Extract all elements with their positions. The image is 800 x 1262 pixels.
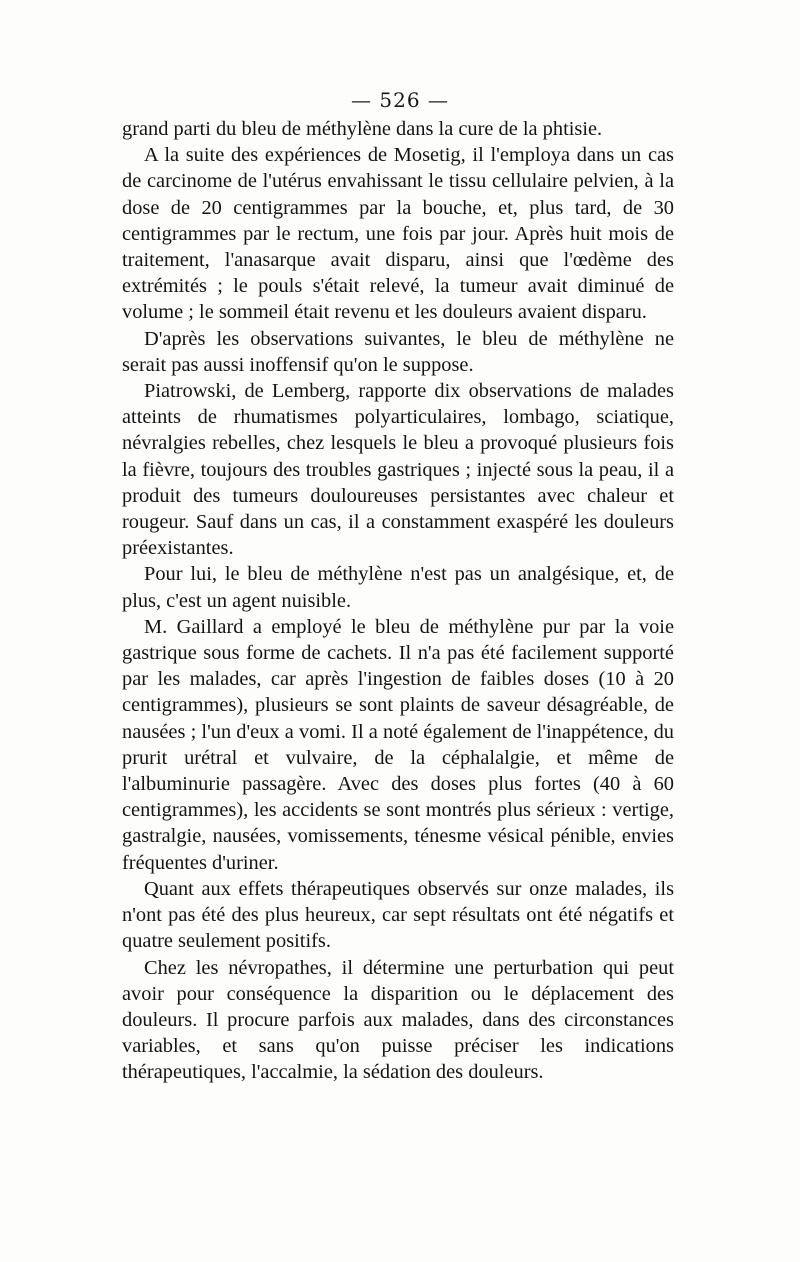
paragraph-piatrowski: Piatrowski, de Lemberg, rapporte dix observations de malades atteints de rhumatismes polyarticulaires, lombago, sciatique, névralgies rebelles, chez lesquels le bleu a provoqué plusieurs fois la fièvre, toujours des troubles gastriques ; injecté sous la peau, il a produit des tumeurs douloureuses persistantes avec chaleur et rougeur. Sauf dans un cas, il a constamment exaspéré les douleurs préexistantes. — [122, 380, 674, 560]
body-text — [122, 116, 674, 1086]
paragraph-observations: D'après les observations suivantes, le bleu de méthylène ne serait pas aussi inoffensif qu'on le suppose. — [122, 327, 674, 376]
paragraph-continuation: grand parti du bleu de méthylène dans la cure de la phtisie. — [122, 118, 603, 140]
page-number: — 526 — — [351, 88, 449, 112]
paragraph-nevropathes: Chez les névropathes, il détermine une perturbation qui peut avoir pour conséquence la disparition ou le déplacement des douleurs. Il procure parfois aux malades, dans des circonstances variables, et sans qu'on puisse préciser les indications thérapeutiques, l'accalmie, la sédation des douleurs. — [122, 956, 674, 1084]
paragraph-gaillard: M. Gaillard a employé le bleu de méthylène pur par la voie gastrique sous forme de cachets. Il n'a pas été facilement supporté par les malades, car après l'ingestion de faibles doses (10 à 20 centigrammes), plusieurs se sont plaints de saveur désagréable, de nausées ; l'un d'eux a vomi. Il a noté également de l'inappétence, du prurit urétral et vulvaire, de la céphalalgie, et même de l'albuminurie passagère. Avec des doses plus fortes (40 à 60 centigrammes), les accidents se sont montrés plus sérieux : vertige, gastralgie, nausées, vomissements, ténesme vésical pénible, envies fréquentes d'uriner. — [122, 615, 674, 874]
paragraph-mosetig: A la suite des expériences de Mosetig, il l'employa dans un cas de carcinome de l'utérus envahissant le tissu cellulaire pelvien, à la dose de 20 centigrammes par la bouche, et, plus tard, de 30 centigrammes par le rectum, une fois par jour. Après huit mois de traitement, l'anasarque avait disparu, ainsi que l'œdème des extrémités ; le pouls s'était relevé, la tumeur avait diminué de volume ; le sommeil était revenu et les douleurs avaient disparu. — [122, 144, 674, 324]
paragraph-effets: Quant aux effets thérapeutiques observés sur onze malades, ils n'ont pas été des plus heureux, car sept résultats ont été négatifs et quatre seulement positifs. — [122, 877, 674, 953]
paragraph-analgesique: Pour lui, le bleu de méthylène n'est pas un analgésique, et, de plus, c'est un agent nuisible. — [122, 563, 674, 612]
